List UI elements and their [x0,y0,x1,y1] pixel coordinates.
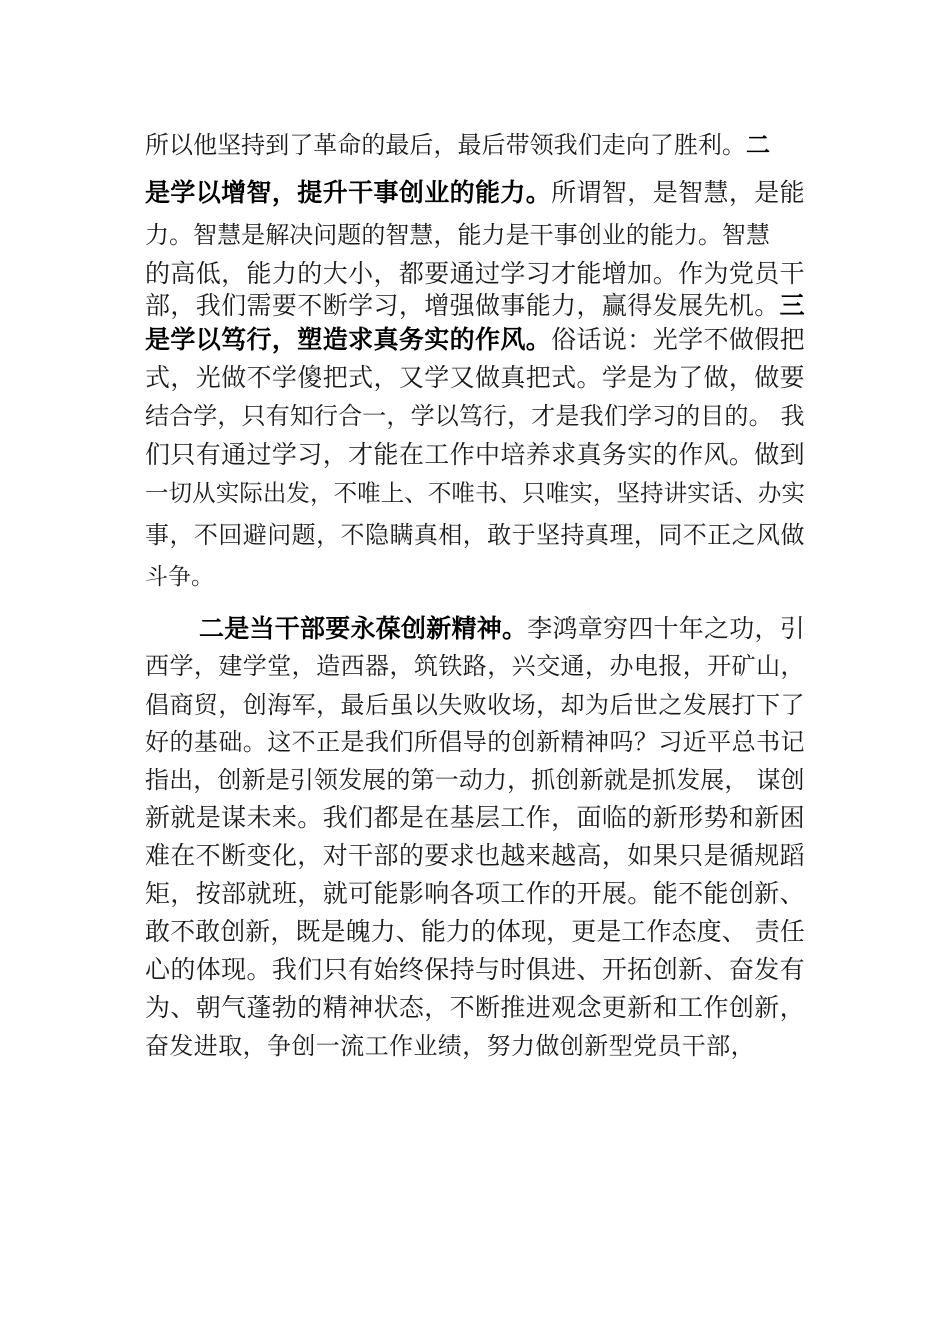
text-line [145,798,805,838]
text-line [145,1026,755,1066]
text-line [145,515,805,555]
body-text: 倡商贸，创海军，最后虽以失败收场，却为后世之发展打下了 [145,691,805,719]
body-text: 所以他坚持到了革命的最后，最后带领我们走向了胜利。 [145,131,746,159]
text-line [199,609,805,649]
body-text: 事，不回避问题，不隐瞒真相，敢于坚持真理，同不正之风做 [145,521,805,549]
bold-heading-text: 三 [779,291,806,320]
body-text: 们只有通过学习，才能在工作中培养求真务实的作风。做到 [145,440,806,469]
body-text: 俗话说：光学不做假把 [551,325,806,354]
text-line [145,836,805,876]
text-line [145,557,215,597]
body-text: 斗争。 [145,564,214,590]
text-line [145,215,770,255]
text-line [145,722,805,762]
body-text: 所谓智，是智慧，是能 [551,178,806,207]
body-text: 一切从实际出发，不唯上、不唯书、只唯实，坚持讲实话、办实 [145,479,805,507]
body-text: 敢不敢创新，既是魄力、能力的体现，更是工作态度、 责任 [145,917,805,946]
text-line [145,988,805,1028]
body-text: 李鸿章穷四十年之功，引 [527,614,806,643]
body-text: 心的体现。我们只有始终保持与时俱进、开拓创新、奋发有 [145,955,806,984]
body-text: 式，光做不学傻把式，又学又做真把式。学是为了做，做要 [145,363,806,392]
body-text: 结合学，只有知行合一，学以笃行，才是我们学习的目的。 我 [145,402,805,430]
body-text: 为、朝气蓬勃的精神状态，不断推进观念更新和工作创新， [145,993,806,1022]
text-line [145,760,805,800]
bold-heading-text: 二是当干部要永葆创新精神。 [199,614,528,643]
text-line [145,125,770,165]
text-line [145,950,805,990]
body-text: 的高低，能力的大小，都要通过学习才能增加。作为党员干 [145,259,806,288]
body-text: 矩，按部就班，就可能影响各项工作的开展。能不能创新、 [145,879,806,908]
text-line [145,358,805,398]
body-text: 力。智慧是解决问题的智慧，能力是干事创业的能力。智慧 [145,221,770,249]
body-text: 西学，建学堂，造西器，筑铁路，兴交通，办电报，开矿山， [145,652,805,680]
text-line [145,473,805,513]
text-line [145,912,805,952]
text-line [145,396,805,436]
body-text: 奋发进取，争创一流工作业绩，努力做创新型党员干部， [145,1032,755,1060]
bold-heading-text: 是学以增智，提升干事创业的能力。 [145,178,552,207]
body-text: 好的基础。这不正是我们所倡导的创新精神吗？习近平总书记 [145,728,805,756]
text-line [145,435,805,475]
bold-heading-text: 是学以笃行，塑造求真务实的作风。 [145,325,552,354]
body-text: 指出，创新是引领发展的第一动力，抓创新就是抓发展， 谋创 [145,766,805,794]
text-line [145,173,805,213]
body-text: 难在不断变化，对干部的要求也越来越高，如果只是循规蹈 [145,841,806,870]
text-line [145,646,805,686]
text-line [145,685,805,725]
body-text: 新就是谋未来。我们都是在基层工作，面临的新形势和新困 [145,803,806,832]
text-line [145,874,805,914]
body-text: 部，我们需要不断学习，增强做事能力，赢得发展先机。 [145,291,780,320]
bold-heading-text: 二 [745,131,771,159]
text-line [145,320,805,360]
